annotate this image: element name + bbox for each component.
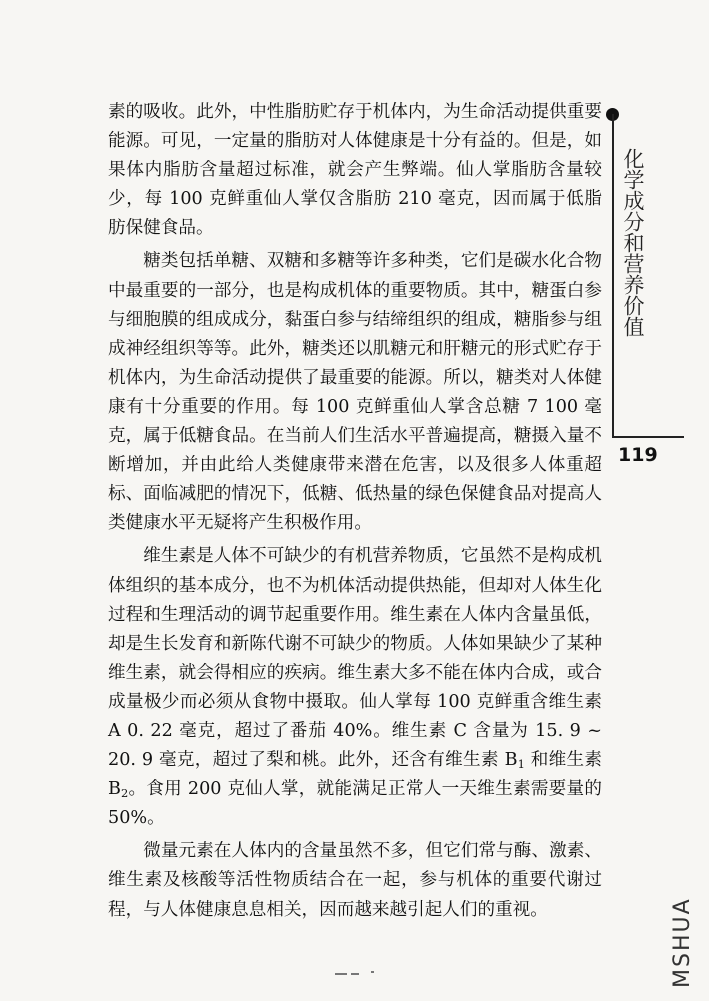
vitamin-b2-subscript: 2: [120, 786, 129, 801]
margin-horizontal-rule: [612, 436, 684, 438]
margin-vertical-rule: [612, 114, 614, 436]
scan-speck: [371, 971, 374, 973]
paragraph-trace-elements: 微量元素在人体内的含量虽然不多，但它们常与酶、激素、维生素及核酸等活性物质结合在一起，参与机体的重要代谢过程，与人体健康息息相关，因而越来越引起人们的重视。: [108, 841, 602, 920]
watermark: MSHUA: [670, 897, 695, 988]
body-text: [108, 98, 602, 925]
page-number: 119: [618, 444, 658, 466]
scan-speck: [351, 973, 359, 975]
chapter-side-title: 化学成分和营养价值: [621, 148, 645, 337]
vitamin-text-part2: 和维生素 B: [108, 750, 602, 800]
vitamin-b1-subscript: 1: [517, 756, 525, 771]
paragraph-vitamin: [108, 542, 602, 833]
vitamin-text-part1: 维生素是人体不可缺少的有机营养物质，它虽然不是构成机体组织的基本成分，也不为机体活动提供热能，但却对人体生化过程和生理活动的调节起重要作用。维生素在人体内含量虽低，却是生长发育和新陈代谢不可缺少的物质。人体如果缺少了某种维生素，就会得相应的疾病。维生素大多不能在体内合成，或合成量极少而必须从食物中摄取。仙人掌每 100 克鲜重含维生素 A 0. 22 毫克，超过了番茄 40%。维生素 C 含量为 15. 9 ~ 20. 9 毫克，超过了梨和桃。此外，还含有维生素 B: [108, 546, 602, 771]
paragraph-fat: 素的吸收。此外，中性脂肪贮存于机体内，为生命活动提供重要能源。可见，一定量的脂肪对人体健康是十分有益的。但是，如果体内脂肪含量超过标准，就会产生弊端。仙人掌脂肪含量较少，每 100 克鲜重仙人掌仅含脂肪 210 毫克，因而属于低脂肪保健食品。: [108, 102, 602, 239]
paragraph-sugar: 糖类包括单糖、双糖和多糖等许多种类，它们是碳水化合物中最重要的一部分，也是构成机体的重要物质。其中，糖蛋白参与细胞膜的组成成分，黏蛋白参与结缔组织的组成，糖脂参与组成神经组织等等。此外，糖类还以肌糖元和肝糖元的形式贮存于机体内，为生命活动提供了最重要的能源。所以，糖类对人体健康有十分重要的作用。每 100 克鲜重仙人掌含总糖 7 100 毫克，属于低糖食品。在当前人们生活水平普遍提高，糖摄入量不断增加，并由此给人类健康带来潜在危害，以及很多人体重超标、面临减肥的情况下，低糖、低热量的绿色保健食品对提高人类健康水平无疑将产生积极作用。: [108, 251, 602, 534]
vitamin-text-part3: 。食用 200 克仙人掌，就能满足正常人一天维生素需要量的 50%。: [108, 779, 602, 829]
scan-speck: [335, 973, 347, 975]
